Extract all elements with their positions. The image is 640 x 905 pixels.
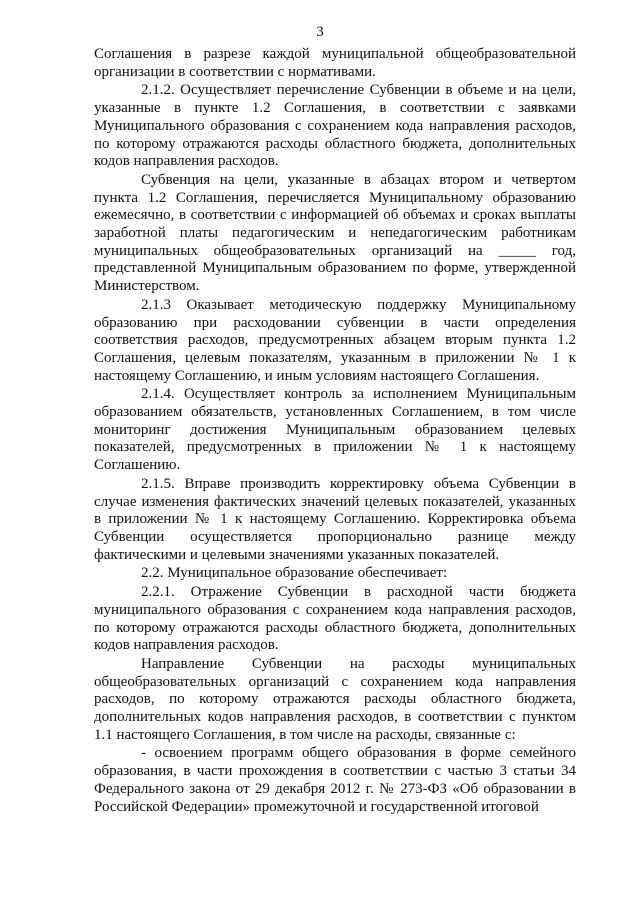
document-body xyxy=(94,46,576,816)
paragraph: 2.1.3 Оказывает методическую поддержку Муниципальному образованию при расходовании субвенции в части определения соответствия расходов, предусмотренных абзацем вторым пункта 1.2 Соглашения, целевым показателям, указанным в приложении № 1 к настоящему Соглашению, и иным условиям настоящего Соглашения. xyxy=(94,296,576,384)
paragraph: Направление Субвенции на расходы муниципальных общеобразовательных организаций с сохранением кода направления расходов, по которому отражаются расходы областного бюджета, дополнительных кодов направления расходов, в соответствии с пунктом 1.1 настоящего Соглашения, в том числе на расходы, связанные с: xyxy=(94,655,576,743)
paragraph: 2.2. Муниципальное образование обеспечивает: xyxy=(141,565,448,582)
paragraph: 2.2.1. Отражение Субвенции в расходной части бюджета муниципального образования с сохранением кода направления расходов, по которому отражаются расходы областного бюджета, дополнительных кодов направления расходов. xyxy=(94,584,576,654)
paragraph: Соглашения в разрезе каждой муниципальной общеобразовательной организации в соответствии с нормативами. xyxy=(94,46,576,80)
paragraph: 2.1.5. Вправе производить корректировку объема Субвенции в случае изменения фактических значений целевых показателей, указанных в приложении № 1 к настоящему Соглашению. Корректировка объема Субвенции осуществляется пропорционально разнице между фактическими и целевыми значениями указанных показателей. xyxy=(94,475,576,563)
paragraph: Субвенция на цели, указанные в абзацах втором и четвертом пункта 1.2 Соглашения, перечисляется Муниципальному образованию ежемесячно, в соответствии с информацией об объемах и сроках выплаты заработной платы педагогическим и непедагогическим работникам муниципальных общеобразовательных организаций на _____ год, представленной Муниципальным образованием по форме, утвержденной Министерством. xyxy=(94,171,576,295)
paragraph: 2.1.4. Осуществляет контроль за исполнением Муниципальным образованием обязательств, установленных Соглашением, в том числе мониторинг достижения Муниципальным образованием целевых показателей, предусмотренных в приложении № 1 к настоящему Соглашению. xyxy=(94,386,576,474)
paragraph: 2.1.2. Осуществляет перечисление Субвенции в объеме и на цели, указанные в пункте 1.2 Соглашения, в соответствии с заявками Муниципального образования с сохранением кода направления расходов, по которому отражаются расходы областного бюджета, дополнительных кодов направления расходов. xyxy=(94,82,576,170)
paragraph: - освоением программ общего образования в форме семейного образования, в части прохождения в соответствии с частью 3 статьи 34 Федерального закона от 29 декабря 2012 г. № 273-ФЗ «Об образовании в Российской Федерации» промежуточной и государственной итоговой xyxy=(94,745,576,815)
page-number: 3 xyxy=(316,24,324,40)
